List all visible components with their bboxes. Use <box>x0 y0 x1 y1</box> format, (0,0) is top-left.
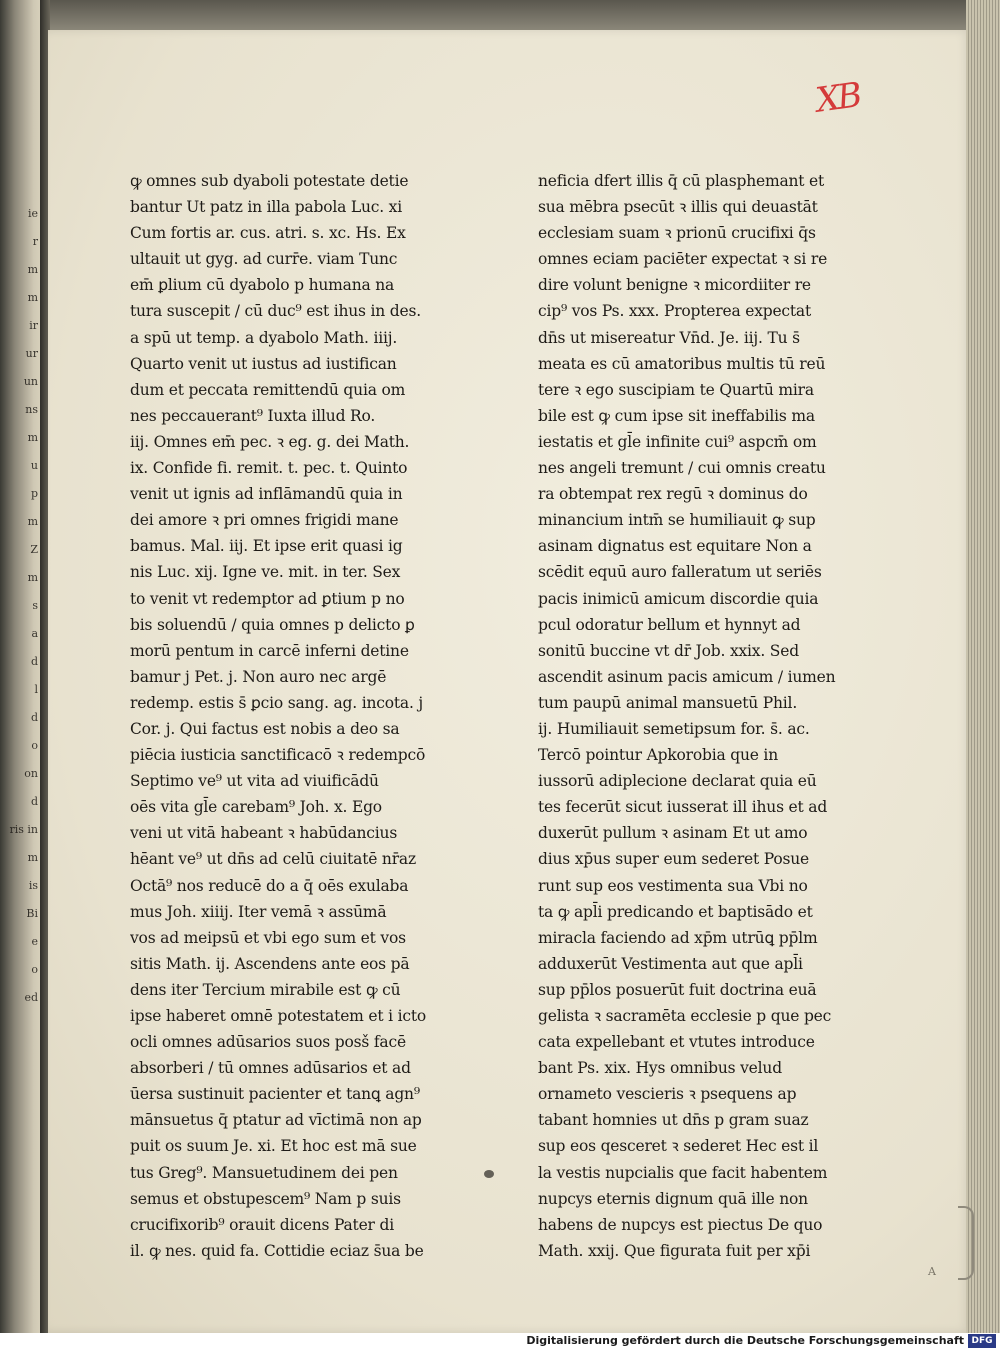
text-line: morū pentum in carcē inferni detine <box>130 641 409 660</box>
text-line: iussorū adiplecione declarat quia eū <box>538 772 817 791</box>
text-line: oēs vita gl̄e carebam⁹ Joh. x. Ego <box>130 798 382 817</box>
margin-glyph: o <box>31 739 38 752</box>
text-line: dius xp̄us super eum sederet Posue <box>538 850 810 869</box>
text-line: iestatis et gl̄e infinite cui⁹ aspcm̄ om <box>538 432 817 451</box>
margin-glyph: ris in <box>9 823 38 836</box>
text-line: Math. xxij. Que figurata fuit per xp̄i <box>538 1241 811 1260</box>
text-line: ꝙ omnes sub dyaboli potestate detie <box>130 172 409 190</box>
left-leaf-edge <box>0 0 42 1333</box>
text-line: tum paupū animal mansuetū Phil. <box>538 693 798 712</box>
margin-glyph: a <box>31 627 38 640</box>
margin-glyph: ur <box>25 347 38 360</box>
text-line: il. ꝙ nes. quid fa. Cottidie eciaz s̄ua be <box>130 1241 424 1260</box>
text-line: nupcys eternis dignum quā ille non <box>538 1189 808 1208</box>
text-line: neficia dfert illis q̄ cū plasphemant et <box>538 172 825 190</box>
dfg-logo-icon: DFG <box>968 1334 996 1348</box>
text-line: ij. Humiliauit semetipsum for. s̄. ac. <box>538 719 810 738</box>
top-shadow <box>48 0 968 32</box>
text-line: bamur j Pet. j. Non auro nec argē <box>130 667 387 686</box>
text-line: ra obtempat rex regū ꝛ dominus do <box>538 485 808 504</box>
text-line: ultauit ut gyg. ad curr̄e. viam Tunc <box>130 250 398 269</box>
text-line: bamus. Mal. iij. Et ipse erit quasi ig <box>130 537 403 556</box>
text-line: ipse haberet omnē potestatem et i icto <box>130 1007 427 1025</box>
margin-glyph: ed <box>24 991 38 1004</box>
text-line: ta ꝙ apl̄i predicando et baptisādo et <box>538 902 813 921</box>
margin-glyph: p <box>30 487 38 500</box>
text-line: Tercō pointur Apkorobia que in <box>538 746 778 765</box>
margin-glyph: r <box>32 235 38 248</box>
margin-glyph: s <box>32 599 38 612</box>
text-line: ūersa sustinuit pacienter et tanꝗ agn⁹ <box>130 1085 420 1104</box>
text-line: bant Ps. xix. Hys omnibus velud <box>538 1059 782 1078</box>
text-line: dens iter Tercium mirabile est ꝙ cū <box>130 980 401 999</box>
text-line: venit ut ignis ad inflāmandū quia in <box>130 485 403 504</box>
margin-glyph: ie <box>27 207 38 220</box>
text-line: sup eos qesceret ꝛ sederet Hec est il <box>538 1137 819 1156</box>
text-line: pcul odoratur bellum et hynnyt ad <box>538 615 801 634</box>
margin-glyph: ir <box>29 319 38 332</box>
text-line: Cum fortis ar. cus. atri. s. xc. Hs. Ex <box>130 224 406 243</box>
text-line: vos ad meipsū et vbi ego sum et vos <box>130 928 406 947</box>
text-line: meata es cū amatoribus multis tū reū <box>538 354 826 373</box>
text-line: sonitū buccine vt dr̄ Job. xxix. Sed <box>538 641 799 660</box>
text-line: puit os suum Je. xi. Et hoc est mā sue <box>130 1137 417 1156</box>
text-line: nes angeli tremunt / cui omnis creatu <box>538 459 826 478</box>
text-line: scēdit equū auro falleratum ut seriēs <box>538 563 822 582</box>
margin-glyph: Z <box>30 543 38 556</box>
margin-glyph: m <box>27 263 38 276</box>
text-line: ocli omnes adūsarios suos posš facē <box>130 1033 406 1052</box>
text-line: runt sup eos vestimenta sua Vbi no <box>538 876 808 895</box>
text-line: iij. Omnes em̄ pec. ꝛ eg. g. dei Math. <box>130 432 410 451</box>
text-line: em̄ ꝑlium cū dyabolo p humana na <box>130 276 395 295</box>
text-line: tus Greg⁹. Mansuetudinem dei pen <box>130 1163 398 1182</box>
text-line: piēcia iusticia sanctificacō ꝛ redempcō <box>130 746 426 765</box>
text-line: absorberi / tū omnes adūsarios et ad <box>130 1059 411 1078</box>
margin-glyph: u <box>30 459 38 472</box>
text-line: to venit vt redemptor ad ꝑtium p no <box>130 589 405 608</box>
left-margin-glyphs <box>2 200 38 1012</box>
margin-glyph: m <box>27 291 38 304</box>
left-text-column <box>130 168 460 1264</box>
text-line: minancium intm̄ se humiliauit ꝙ sup <box>538 511 816 530</box>
margin-glyph: ns <box>25 403 38 416</box>
text-line: ix. Confide fi. remit. t. pec. t. Quinto <box>130 459 408 478</box>
text-line: veni ut vitā habeant ꝛ habūdancius <box>130 824 398 843</box>
margin-glyph: d <box>30 795 38 808</box>
text-line: Quarto venit ut iustus ad iustifican <box>130 354 397 373</box>
text-line: Octā⁹ nos reducē do a q̄ oēs exulaba <box>130 876 409 895</box>
text-line: dn̄s ut misereatur Vn̄d. Je. iij. Tu s̄ <box>538 328 800 347</box>
text-line: tes fecerūt sicut iusserat ill ihus et ad <box>538 798 828 817</box>
text-line: tere ꝛ ego suscipiam te Quartū mira <box>538 380 814 399</box>
text-line: bile est ꝙ cum ipse sit ineffabilis ma <box>538 406 815 425</box>
text-line: mus Joh. xiiij. Iter vemā ꝛ assūmā <box>130 902 387 921</box>
text-line: a spū ut temp. a dyabolo Math. iiij. <box>130 328 398 347</box>
text-line: omnes eciam paciēter expectat ꝛ si re <box>538 250 828 269</box>
margin-glyph: m <box>27 571 38 584</box>
margin-glyph: is <box>28 879 38 892</box>
signature-mark: A <box>928 1265 936 1278</box>
text-line: bis soluendū / quia omnes p delicto ꝑ <box>130 615 415 634</box>
text-line: tura suscepit / cū duc⁹ est ihus in des. <box>130 302 421 321</box>
margin-glyph: m <box>27 515 38 528</box>
text-line: mānsuetus q̄ ptatur ad vīctimā non ap <box>130 1111 422 1130</box>
folio-number: XB <box>813 75 862 121</box>
margin-glyph: Bi <box>26 907 38 920</box>
margin-glyph: o <box>31 963 38 976</box>
margin-glyph: d <box>30 711 38 724</box>
text-line: nes peccauerant⁹ Iuxta illud Ro. <box>130 406 376 425</box>
text-line: ornameto vescieris ꝛ psequens ap <box>538 1085 797 1104</box>
text-line: miracla faciendo ad xp̄m utrūꝗ pp̄lm <box>538 928 818 947</box>
margin-glyph: e <box>31 935 38 948</box>
text-line: habens de nupcys est piectus De quo <box>538 1215 823 1234</box>
text-line: dire volunt benigne ꝛ micordiiter re <box>538 276 811 295</box>
text-line: sup pp̄los posuerūt fuit doctrina euā <box>538 980 817 999</box>
clip-icon <box>958 1206 974 1280</box>
text-line: nis Luc. xij. Igne ve. mit. in ter. Sex <box>130 563 401 582</box>
ink-blot <box>484 1170 494 1178</box>
text-line: la vestis nupcialis que facit habentem <box>538 1163 828 1182</box>
text-line: crucifixorib⁹ orauit dicens Pater di <box>130 1215 394 1234</box>
text-line: pacis inimicū amicum discordie quia <box>538 589 819 608</box>
text-line: dum et peccata remittendū quia om <box>130 380 406 399</box>
text-line: redemp. estis s̄ ꝑcio sang. ag. incota. j <box>130 693 424 712</box>
margin-glyph: m <box>27 431 38 444</box>
text-line: adduxerūt Vestimenta aut que apl̄i <box>538 954 803 973</box>
text-line: dei amore ꝛ pri omnes frigidi mane <box>130 511 399 530</box>
text-line: asinam dignatus est equitare Non a <box>538 537 812 556</box>
text-line: hēant ve⁹ ut dn̄s ad celū ciuitatē nr̄az <box>130 850 416 869</box>
footer-credit: Digitalisierung gefördert durch die Deutsche Forschungsgemeinschaft <box>526 1334 964 1347</box>
text-line: gelista ꝛ sacramēta ecclesie p que pec <box>538 1007 832 1025</box>
margin-glyph: on <box>24 767 38 780</box>
right-text-column <box>538 168 868 1264</box>
footer-bar <box>0 1333 1000 1351</box>
margin-glyph: d <box>30 655 38 668</box>
text-line: sitis Math. ij. Ascendens ante eos pā <box>130 954 410 973</box>
text-line: Cor. j. Qui factus est nobis a deo sa <box>130 719 400 738</box>
text-line: cip⁹ vos Ps. xxx. Propterea expectat <box>538 302 812 321</box>
text-line: sua mēbra psecūt ꝛ illis qui deuastāt <box>538 198 818 217</box>
margin-glyph: l <box>34 683 38 696</box>
text-line: ascendit asinum pacis amicum / iumen <box>538 667 836 686</box>
text-line: tabant homnies ut dn̄s p gram suaz <box>538 1111 809 1130</box>
margin-glyph: un <box>23 375 38 388</box>
text-line: Septimo ve⁹ ut vita ad viuificādū <box>130 772 379 791</box>
text-line: bantur Ut patz in illa pabola Luc. xi <box>130 198 402 217</box>
margin-glyph: m <box>27 851 38 864</box>
page-edges <box>966 0 1000 1333</box>
text-line: duxerūt pullum ꝛ asinam Et ut amo <box>538 824 808 843</box>
text-line: cata expellebant et vtutes introduce <box>538 1033 815 1052</box>
text-line: ecclesiam suam ꝛ prionū crucifixi q̄s <box>538 224 816 243</box>
text-line: semus et obstupescem⁹ Nam p suis <box>130 1189 401 1208</box>
